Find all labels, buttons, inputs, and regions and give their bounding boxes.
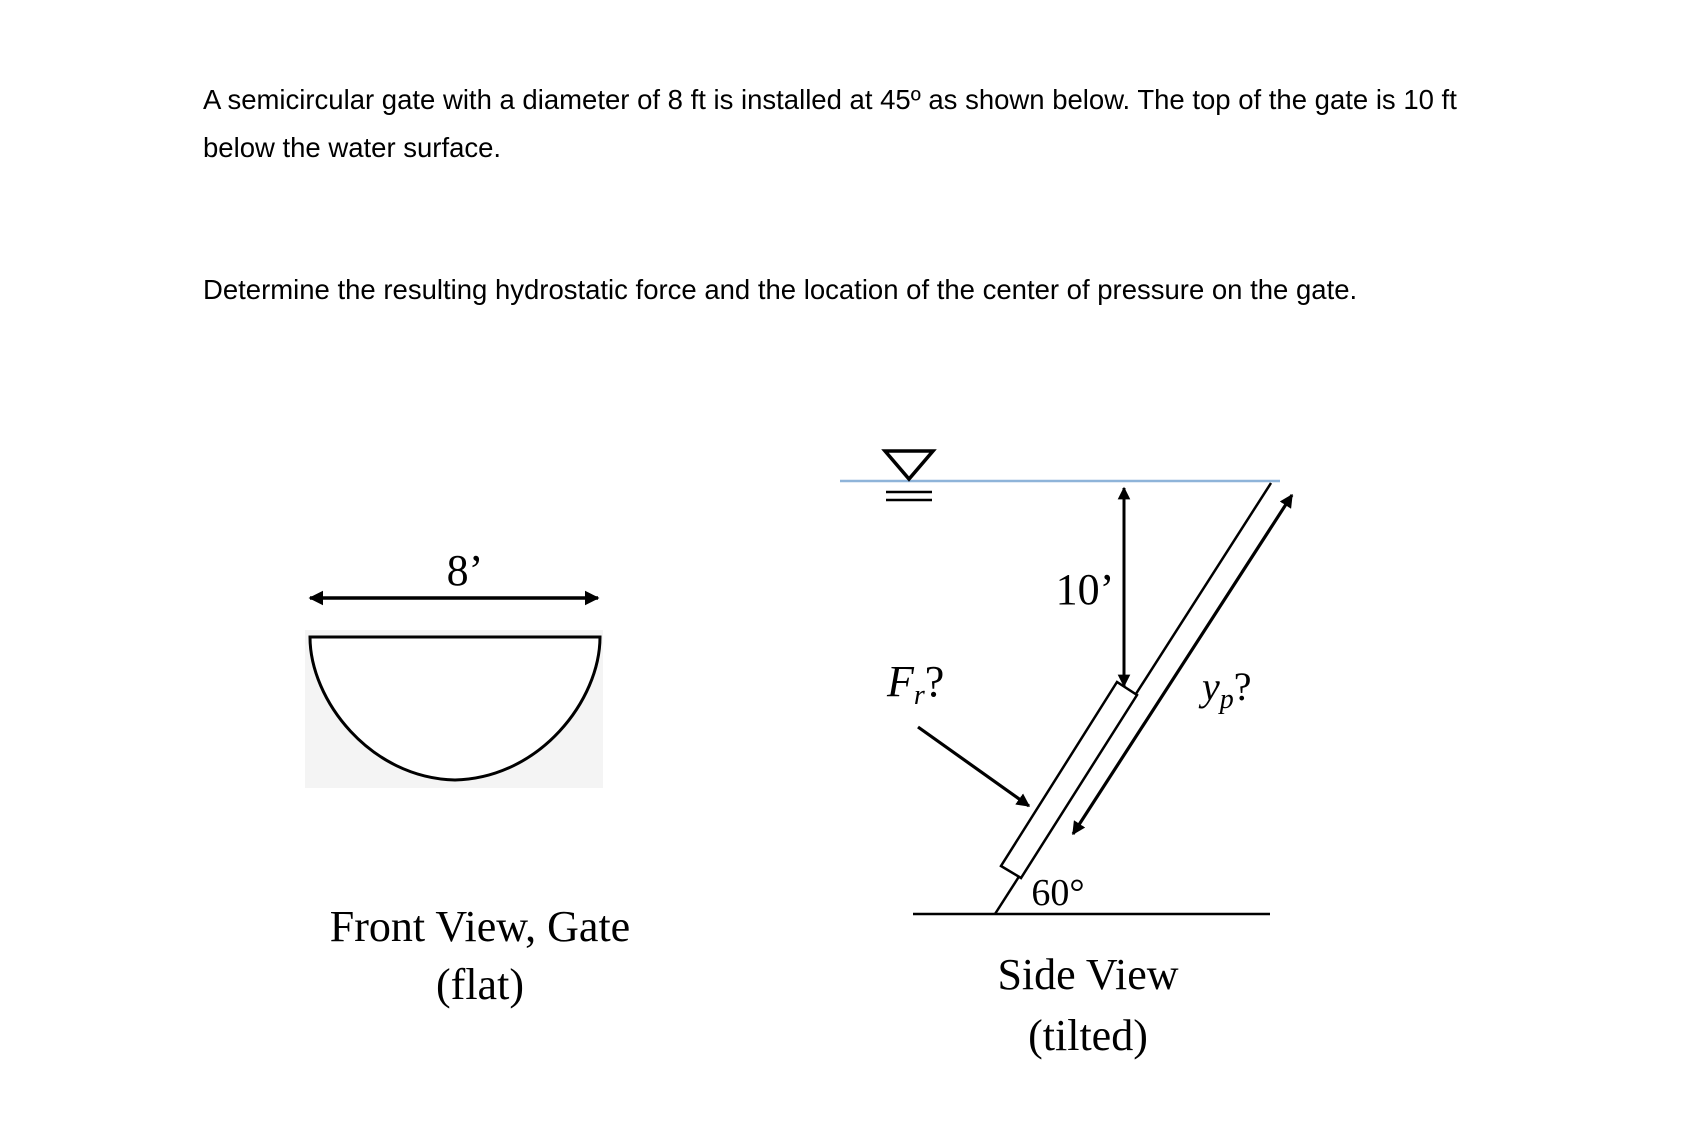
center-of-pressure-label: $y_p$? <box>1202 664 1252 715</box>
depth-label: 10’ <box>1055 565 1115 614</box>
front-view-caption-line1: Front View, Gate <box>329 902 631 951</box>
angle-label: 60° <box>1031 872 1085 914</box>
front-view-caption-line2: (flat) <box>436 960 524 1009</box>
resultant-force-arrow <box>918 727 1029 806</box>
water-level-icon <box>885 451 933 500</box>
diameter-label: 8’ <box>446 546 484 595</box>
side-view-caption-line2: (tilted) <box>1028 1011 1148 1060</box>
resultant-force-label: Fr? <box>887 657 945 711</box>
front-view <box>305 546 630 1009</box>
side-view <box>840 451 1292 1060</box>
problem-statement: A semicircular gate with a diameter of 8 ft is installed at 45º as shown below. The top of the gate is 10 ft below the water surface. <box>203 84 1457 163</box>
center-of-pressure-arrow <box>1073 495 1292 834</box>
problem-question: Determine the resulting hydrostatic force and the location of the center of pressure on the gate. <box>203 274 1358 305</box>
tilted-gate <box>1001 682 1137 878</box>
side-view-caption-line1: Side View <box>997 950 1179 999</box>
